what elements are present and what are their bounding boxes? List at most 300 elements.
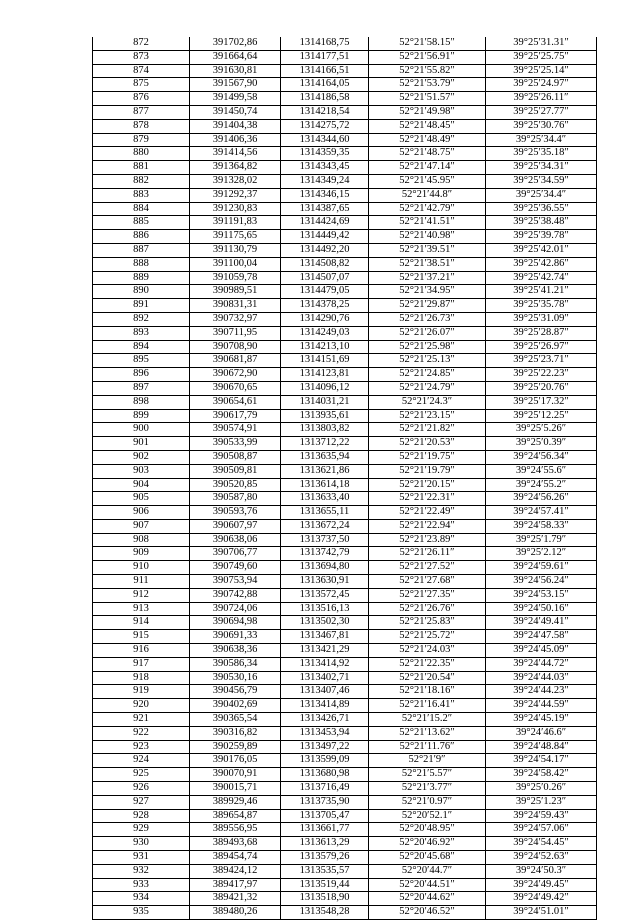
y-coordinate-cell: 1314275,72 [281,119,369,133]
point-number-cell: 896 [93,368,190,382]
x-coordinate-cell: 390259,89 [190,740,281,754]
table-row [93,368,597,382]
longitude-cell: 39°24′58.33″ [486,519,597,533]
point-number-cell: 912 [93,588,190,602]
latitude-cell: 52°20′44.62″ [369,892,486,906]
point-number-cell: 877 [93,105,190,119]
longitude-cell: 39°24′55.6″ [486,464,597,478]
x-coordinate-cell: 389421,32 [190,892,281,906]
y-coordinate-cell: 1313633,40 [281,492,369,506]
point-number-cell: 911 [93,575,190,589]
longitude-cell: 39°25′5.26″ [486,423,597,437]
x-coordinate-cell: 390989,51 [190,285,281,299]
table-row [93,561,597,575]
latitude-cell: 52°21′15.2″ [369,713,486,727]
x-coordinate-cell: 390586,34 [190,657,281,671]
y-coordinate-cell: 1313635,94 [281,450,369,464]
table-row [93,450,597,464]
x-coordinate-cell: 391364,82 [190,161,281,175]
latitude-cell: 52°21′26.07″ [369,326,486,340]
longitude-cell: 39°24′54.45″ [486,837,597,851]
longitude-cell: 39°25′24.97″ [486,78,597,92]
y-coordinate-cell: 1314343,45 [281,161,369,175]
latitude-cell: 52°21′26.73″ [369,312,486,326]
longitude-cell: 39°25′27.77″ [486,105,597,119]
table-row [93,188,597,202]
x-coordinate-cell: 390749,60 [190,561,281,575]
latitude-cell: 52°21′22.31″ [369,492,486,506]
table-row [93,105,597,119]
table-row [93,837,597,851]
table-row [93,533,597,547]
longitude-cell: 39°25′2.12″ [486,547,597,561]
x-coordinate-cell: 391292,37 [190,188,281,202]
y-coordinate-cell: 1314344,60 [281,133,369,147]
table-row [93,243,597,257]
longitude-cell: 39°25′36.55″ [486,202,597,216]
x-coordinate-cell: 390753,94 [190,575,281,589]
x-coordinate-cell: 390672,90 [190,368,281,382]
longitude-cell: 39°24′50.3″ [486,864,597,878]
point-number-cell: 880 [93,147,190,161]
point-number-cell: 893 [93,326,190,340]
table-row [93,906,597,920]
table-row [93,119,597,133]
point-number-cell: 899 [93,409,190,423]
latitude-cell: 52°21′23.89″ [369,533,486,547]
y-coordinate-cell: 1313518,90 [281,892,369,906]
latitude-cell: 52°21′51.57″ [369,92,486,106]
table-row [93,506,597,520]
y-coordinate-cell: 1314349,24 [281,174,369,188]
x-coordinate-cell: 390533,99 [190,437,281,451]
table-row [93,851,597,865]
point-number-cell: 922 [93,726,190,740]
longitude-cell: 39°25′39.78″ [486,230,597,244]
x-coordinate-cell: 390509,81 [190,464,281,478]
longitude-cell: 39°25′0.39″ [486,437,597,451]
point-number-cell: 929 [93,823,190,837]
longitude-cell: 39°24′48.84″ [486,740,597,754]
longitude-cell: 39°25′28.87″ [486,326,597,340]
table-row [93,161,597,175]
x-coordinate-cell: 390724,06 [190,602,281,616]
table-row [93,602,597,616]
x-coordinate-cell: 390681,87 [190,354,281,368]
latitude-cell: 52°21′25.13″ [369,354,486,368]
point-number-cell: 924 [93,754,190,768]
latitude-cell: 52°21′20.54″ [369,671,486,685]
longitude-cell: 39°24′59.61″ [486,561,597,575]
table-row [93,699,597,713]
longitude-cell: 39°24′47.58″ [486,630,597,644]
point-number-cell: 887 [93,243,190,257]
table-row [93,133,597,147]
table-row [93,340,597,354]
y-coordinate-cell: 1313672,24 [281,519,369,533]
longitude-cell: 39°24′44.23″ [486,685,597,699]
y-coordinate-cell: 1313467,81 [281,630,369,644]
point-number-cell: 902 [93,450,190,464]
table-row [93,685,597,699]
latitude-cell: 52°21′21.82″ [369,423,486,437]
longitude-cell: 39°24′45.09″ [486,644,597,658]
longitude-cell: 39°25′34.4″ [486,188,597,202]
latitude-cell: 52°21′27.52″ [369,561,486,575]
longitude-cell: 39°25′30.76″ [486,119,597,133]
x-coordinate-cell: 391230,83 [190,202,281,216]
longitude-cell: 39°24′59.43″ [486,809,597,823]
table-row [93,230,597,244]
point-number-cell: 920 [93,699,190,713]
point-number-cell: 886 [93,230,190,244]
longitude-cell: 39°25′12.25″ [486,409,597,423]
latitude-cell: 52°21′20.53″ [369,437,486,451]
longitude-cell: 39°24′44.59″ [486,699,597,713]
latitude-cell: 52°21′38.51″ [369,257,486,271]
y-coordinate-cell: 1313519,44 [281,878,369,892]
latitude-cell: 52°21′48.75″ [369,147,486,161]
point-number-cell: 906 [93,506,190,520]
x-coordinate-cell: 390694,98 [190,616,281,630]
latitude-cell: 52°21′22.49″ [369,506,486,520]
point-number-cell: 891 [93,299,190,313]
y-coordinate-cell: 1314123,81 [281,368,369,382]
latitude-cell: 52°21′22.94″ [369,519,486,533]
x-coordinate-cell: 390691,33 [190,630,281,644]
latitude-cell: 52°21′53.79″ [369,78,486,92]
x-coordinate-cell: 391630,81 [190,64,281,78]
point-number-cell: 935 [93,906,190,920]
latitude-cell: 52°21′27.68″ [369,575,486,589]
y-coordinate-cell: 1313402,71 [281,671,369,685]
point-number-cell: 904 [93,478,190,492]
point-number-cell: 934 [93,892,190,906]
longitude-cell: 39°24′54.17″ [486,754,597,768]
y-coordinate-cell: 1313614,18 [281,478,369,492]
y-coordinate-cell: 1314249,03 [281,326,369,340]
table-row [93,50,597,64]
point-number-cell: 875 [93,78,190,92]
point-number-cell: 878 [93,119,190,133]
table-row [93,519,597,533]
y-coordinate-cell: 1314387,65 [281,202,369,216]
latitude-cell: 52°21′44.8″ [369,188,486,202]
x-coordinate-cell: 391567,90 [190,78,281,92]
y-coordinate-cell: 1314449,42 [281,230,369,244]
point-number-cell: 910 [93,561,190,575]
point-number-cell: 881 [93,161,190,175]
point-number-cell: 889 [93,271,190,285]
longitude-cell: 39°24′44.03″ [486,671,597,685]
table-row [93,92,597,106]
x-coordinate-cell: 390316,82 [190,726,281,740]
latitude-cell: 52°21′24.85″ [369,368,486,382]
latitude-cell: 52°21′13.62″ [369,726,486,740]
point-number-cell: 879 [93,133,190,147]
y-coordinate-cell: 1313407,46 [281,685,369,699]
table-row [93,492,597,506]
latitude-cell: 52°21′45.95″ [369,174,486,188]
y-coordinate-cell: 1313572,45 [281,588,369,602]
y-coordinate-cell: 1313497,22 [281,740,369,754]
y-coordinate-cell: 1314290,76 [281,312,369,326]
table-row [93,464,597,478]
table-row [93,782,597,796]
coordinates-table-body [93,37,597,920]
point-number-cell: 931 [93,851,190,865]
table-row [93,809,597,823]
table-row [93,257,597,271]
latitude-cell: 52°21′26.76″ [369,602,486,616]
y-coordinate-cell: 1313716,49 [281,782,369,796]
table-row [93,671,597,685]
longitude-cell: 39°24′50.16″ [486,602,597,616]
table-row [93,299,597,313]
longitude-cell: 39°24′44.72″ [486,657,597,671]
latitude-cell: 52°21′39.51″ [369,243,486,257]
longitude-cell: 39°25′42.86″ [486,257,597,271]
y-coordinate-cell: 1313599,09 [281,754,369,768]
x-coordinate-cell: 389929,46 [190,795,281,809]
x-coordinate-cell: 390638,36 [190,644,281,658]
point-number-cell: 917 [93,657,190,671]
longitude-cell: 39°25′20.76″ [486,381,597,395]
table-row [93,630,597,644]
x-coordinate-cell: 390015,71 [190,782,281,796]
longitude-cell: 39°25′26.97″ [486,340,597,354]
point-number-cell: 873 [93,50,190,64]
y-coordinate-cell: 1313655,11 [281,506,369,520]
point-number-cell: 900 [93,423,190,437]
y-coordinate-cell: 1313621,86 [281,464,369,478]
coordinates-table [92,37,597,920]
y-coordinate-cell: 1314177,51 [281,50,369,64]
x-coordinate-cell: 390711,95 [190,326,281,340]
latitude-cell: 52°21′27.35″ [369,588,486,602]
latitude-cell: 52°21′25.98″ [369,340,486,354]
longitude-cell: 39°25′35.78″ [486,299,597,313]
y-coordinate-cell: 1313535,57 [281,864,369,878]
x-coordinate-cell: 391450,74 [190,105,281,119]
point-number-cell: 894 [93,340,190,354]
latitude-cell: 52°20′44.7″ [369,864,486,878]
latitude-cell: 52°21′9″ [369,754,486,768]
longitude-cell: 39°25′25.75″ [486,50,597,64]
x-coordinate-cell: 390402,69 [190,699,281,713]
y-coordinate-cell: 1313680,98 [281,768,369,782]
latitude-cell: 52°20′44.51″ [369,878,486,892]
latitude-cell: 52°21′49.98″ [369,105,486,119]
x-coordinate-cell: 390520,85 [190,478,281,492]
x-coordinate-cell: 390831,31 [190,299,281,313]
y-coordinate-cell: 1313742,79 [281,547,369,561]
table-row [93,381,597,395]
y-coordinate-cell: 1314507,07 [281,271,369,285]
x-coordinate-cell: 391175,65 [190,230,281,244]
y-coordinate-cell: 1313613,29 [281,837,369,851]
point-number-cell: 876 [93,92,190,106]
x-coordinate-cell: 390456,79 [190,685,281,699]
point-number-cell: 892 [93,312,190,326]
y-coordinate-cell: 1313548,28 [281,906,369,920]
table-row [93,657,597,671]
x-coordinate-cell: 389480,26 [190,906,281,920]
longitude-cell: 39°25′35.18″ [486,147,597,161]
latitude-cell: 52°21′40.98″ [369,230,486,244]
latitude-cell: 52°21′5.57″ [369,768,486,782]
point-number-cell: 914 [93,616,190,630]
x-coordinate-cell: 390742,88 [190,588,281,602]
latitude-cell: 52°21′34.95″ [369,285,486,299]
longitude-cell: 39°25′26.11″ [486,92,597,106]
x-coordinate-cell: 391191,83 [190,216,281,230]
latitude-cell: 52°21′0.97″ [369,795,486,809]
y-coordinate-cell: 1313516,13 [281,602,369,616]
point-number-cell: 928 [93,809,190,823]
longitude-cell: 39°25′42.74″ [486,271,597,285]
x-coordinate-cell: 390176,05 [190,754,281,768]
table-row [93,271,597,285]
y-coordinate-cell: 1314508,82 [281,257,369,271]
latitude-cell: 52°20′52.1″ [369,809,486,823]
longitude-cell: 39°25′31.31″ [486,37,597,50]
longitude-cell: 39°25′34.59″ [486,174,597,188]
point-number-cell: 925 [93,768,190,782]
point-number-cell: 930 [93,837,190,851]
latitude-cell: 52°21′48.45″ [369,119,486,133]
latitude-cell: 52°21′47.14″ [369,161,486,175]
longitude-cell: 39°25′0.26″ [486,782,597,796]
point-number-cell: 901 [93,437,190,451]
table-row [93,354,597,368]
table-row [93,37,597,50]
table-row [93,312,597,326]
latitude-cell: 52°21′22.35″ [369,657,486,671]
longitude-cell: 39°24′51.01″ [486,906,597,920]
longitude-cell: 39°25′34.31″ [486,161,597,175]
x-coordinate-cell: 390070,91 [190,768,281,782]
y-coordinate-cell: 1314151,69 [281,354,369,368]
table-row [93,878,597,892]
point-number-cell: 933 [93,878,190,892]
latitude-cell: 52°21′26.11″ [369,547,486,561]
x-coordinate-cell: 390732,97 [190,312,281,326]
table-row [93,740,597,754]
point-number-cell: 919 [93,685,190,699]
latitude-cell: 52°21′24.03″ [369,644,486,658]
longitude-cell: 39°24′58.42″ [486,768,597,782]
point-number-cell: 926 [93,782,190,796]
point-number-cell: 882 [93,174,190,188]
x-coordinate-cell: 390617,79 [190,409,281,423]
point-number-cell: 888 [93,257,190,271]
y-coordinate-cell: 1314186,58 [281,92,369,106]
latitude-cell: 52°21′25.83″ [369,616,486,630]
x-coordinate-cell: 390574,91 [190,423,281,437]
table-row [93,726,597,740]
latitude-cell: 52°21′3.77″ [369,782,486,796]
table-row [93,174,597,188]
longitude-cell: 39°25′38.48″ [486,216,597,230]
y-coordinate-cell: 1313803,82 [281,423,369,437]
longitude-cell: 39°24′49.42″ [486,892,597,906]
y-coordinate-cell: 1313421,29 [281,644,369,658]
latitude-cell: 52°21′56.91″ [369,50,486,64]
x-coordinate-cell: 389654,87 [190,809,281,823]
table-row [93,575,597,589]
latitude-cell: 52°21′16.41″ [369,699,486,713]
latitude-cell: 52°20′46.52″ [369,906,486,920]
y-coordinate-cell: 1313453,94 [281,726,369,740]
y-coordinate-cell: 1313414,89 [281,699,369,713]
point-number-cell: 909 [93,547,190,561]
y-coordinate-cell: 1313694,80 [281,561,369,575]
y-coordinate-cell: 1314359,35 [281,147,369,161]
x-coordinate-cell: 391130,79 [190,243,281,257]
point-number-cell: 916 [93,644,190,658]
latitude-cell: 52°21′41.51″ [369,216,486,230]
x-coordinate-cell: 391414,56 [190,147,281,161]
table-row [93,892,597,906]
table-row [93,409,597,423]
x-coordinate-cell: 390708,90 [190,340,281,354]
point-number-cell: 898 [93,395,190,409]
point-number-cell: 897 [93,381,190,395]
latitude-cell: 52°21′29.87″ [369,299,486,313]
latitude-cell: 52°21′42.79″ [369,202,486,216]
x-coordinate-cell: 390607,97 [190,519,281,533]
x-coordinate-cell: 390593,76 [190,506,281,520]
longitude-cell: 39°24′52.63″ [486,851,597,865]
y-coordinate-cell: 1314492,20 [281,243,369,257]
x-coordinate-cell: 391059,78 [190,271,281,285]
longitude-cell: 39°25′34.4″ [486,133,597,147]
y-coordinate-cell: 1313426,71 [281,713,369,727]
y-coordinate-cell: 1313579,26 [281,851,369,865]
latitude-cell: 52°21′24.3″ [369,395,486,409]
point-number-cell: 923 [93,740,190,754]
latitude-cell: 52°21′24.79″ [369,381,486,395]
y-coordinate-cell: 1314479,05 [281,285,369,299]
longitude-cell: 39°24′57.41″ [486,506,597,520]
point-number-cell: 885 [93,216,190,230]
y-coordinate-cell: 1314168,75 [281,37,369,50]
table-row [93,713,597,727]
latitude-cell: 52°20′46.92″ [369,837,486,851]
x-coordinate-cell: 391499,58 [190,92,281,106]
point-number-cell: 883 [93,188,190,202]
latitude-cell: 52°21′37.21″ [369,271,486,285]
point-number-cell: 874 [93,64,190,78]
longitude-cell: 39°25′1.23″ [486,795,597,809]
latitude-cell: 52°21′20.15″ [369,478,486,492]
x-coordinate-cell: 391406,36 [190,133,281,147]
longitude-cell: 39°24′57.06″ [486,823,597,837]
x-coordinate-cell: 390508,87 [190,450,281,464]
longitude-cell: 39°24′56.26″ [486,492,597,506]
point-number-cell: 890 [93,285,190,299]
table-row [93,285,597,299]
table-row [93,395,597,409]
latitude-cell: 52°21′58.15″ [369,37,486,50]
x-coordinate-cell: 389556,95 [190,823,281,837]
y-coordinate-cell: 1313735,90 [281,795,369,809]
point-number-cell: 903 [93,464,190,478]
longitude-cell: 39°25′1.79″ [486,533,597,547]
longitude-cell: 39°25′17.32″ [486,395,597,409]
x-coordinate-cell: 391328,02 [190,174,281,188]
